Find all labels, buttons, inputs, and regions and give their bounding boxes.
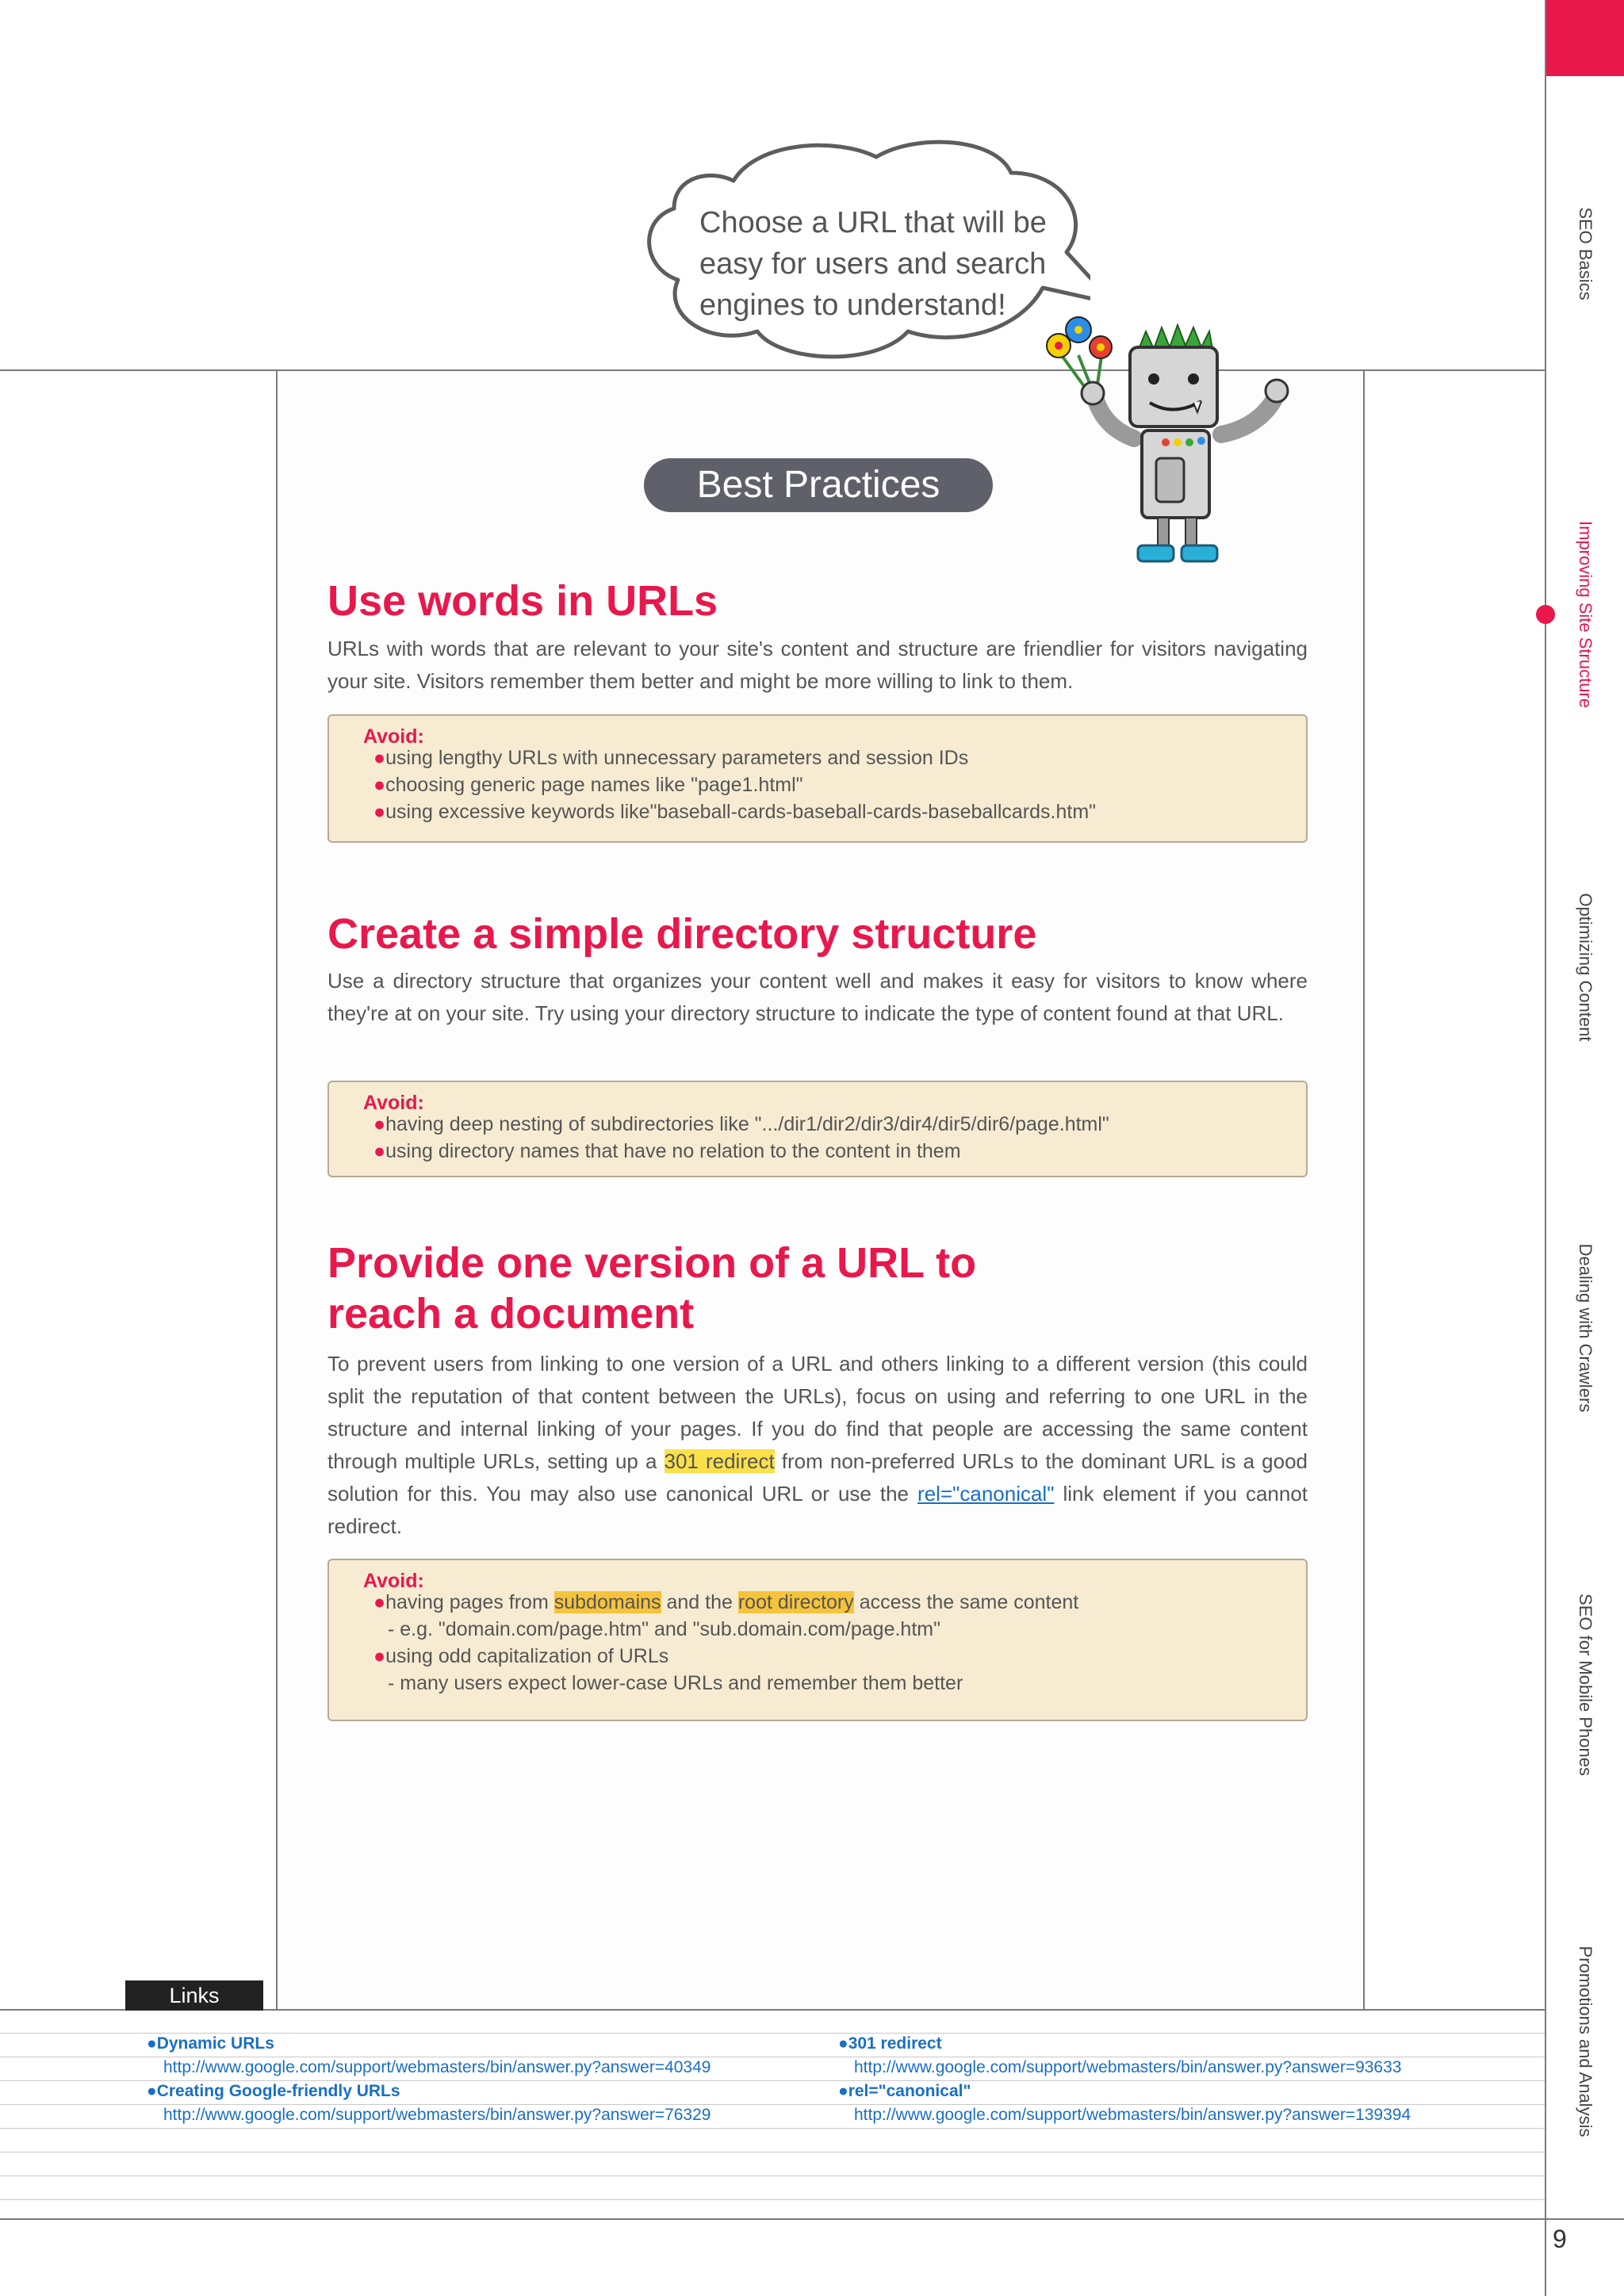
avoid-subitem: - many users expect lower-case URLs and remember them better: [388, 1672, 963, 1694]
rel-canonical-link[interactable]: rel="canonical": [917, 1482, 1055, 1506]
sidebar-item-promotions-and-analysis[interactable]: Promotions and Analysis: [1576, 1946, 1595, 2137]
highlight-301-redirect: 301 redirect: [664, 1449, 775, 1473]
ref-dynamic-urls[interactable]: ●Dynamic URLs: [147, 2034, 274, 2053]
section-body-use-words: URLs with words that are relevant to your site's content and structure are friendlier for visitors navigating your site. Visitors remember them better and might be more willing to link to them.: [327, 637, 1308, 693]
left-frame-line: [276, 369, 278, 2011]
robot-mascot-icon: [1039, 308, 1300, 577]
ref-url-rel-canonical[interactable]: http://www.google.com/support/webmasters/bin/answer.py?answer=139394: [854, 2106, 1411, 2124]
flower-bouquet-icon: [1047, 317, 1112, 395]
avoid-box-use-words: [327, 714, 1308, 843]
ref-creating-google-friendly-urls[interactable]: ●Creating Google-friendly URLs: [147, 2082, 400, 2100]
ref-url-creating-google-friendly-urls[interactable]: http://www.google.com/support/webmasters/bin/answer.py?answer=76329: [163, 2106, 711, 2124]
avoid-item: ●using lengthy URLs with unnecessary parameters and session IDs: [373, 747, 969, 769]
sidebar-item-seo-for-mobile-phones[interactable]: SEO for Mobile Phones: [1576, 1594, 1595, 1776]
section-body-directory-structure: Use a directory structure that organizes your content well and makes it easy for visitors to know where they're at on your site. Try using your directory structure to indicate the type of content found at that URL.: [327, 969, 1308, 1025]
best-practices-badge: Best Practices: [644, 458, 993, 512]
highlight-root-directory: root directory: [737, 1591, 854, 1613]
avoid-item: ●using excessive keywords like"baseball-cards-baseball-cards-baseballcards.htm": [373, 801, 1097, 823]
links-rule: [0, 2033, 1545, 2034]
avoid-box-one-version: [327, 1559, 1308, 1721]
avoid-item: ●using odd capitalization of URLs: [373, 1645, 669, 1667]
ref-url-301-redirect[interactable]: http://www.google.com/support/webmasters/bin/answer.py?answer=93633: [854, 2058, 1402, 2076]
avoid-subitem: - e.g. "domain.com/page.htm" and "sub.domain.com/page.htm": [388, 1618, 940, 1640]
links-rule: [0, 2128, 1545, 2129]
avoid-item: ●choosing generic page names like "page1.html": [373, 774, 803, 796]
bubble-text: Choose a URL that will be easy for users and search engines to understand!: [699, 206, 1047, 322]
avoid-item: ●using directory names that have no relation to the content in them: [373, 1140, 961, 1162]
active-section-dot: [1536, 605, 1555, 624]
sidebar-item-seo-basics[interactable]: SEO Basics: [1576, 207, 1595, 300]
links-rule: [0, 2175, 1545, 2176]
highlight-subdomains: subdomains: [553, 1591, 661, 1613]
chapter-color-tab: [1546, 0, 1624, 76]
ref-rel-canonical[interactable]: ●rel="canonical": [838, 2082, 971, 2100]
section-title-one-version: Provide one version of a URL to reach a document: [327, 1239, 977, 1337]
avoid-label: Avoid:: [363, 725, 424, 748]
sidebar-item-optimizing-content[interactable]: Optimizing Content: [1576, 893, 1595, 1042]
links-rule: [0, 2104, 1545, 2105]
links-rule: [0, 2080, 1545, 2081]
bottom-frame-line: [0, 2218, 1624, 2220]
links-tab: Links: [125, 1980, 263, 2011]
avoid-label: Avoid:: [363, 1570, 424, 1592]
ref-url-dynamic-urls[interactable]: http://www.google.com/support/webmasters/bin/answer.py?answer=40349: [163, 2058, 711, 2076]
sidebar-item-dealing-with-crawlers[interactable]: Dealing with Crawlers: [1576, 1243, 1595, 1413]
avoid-box-directory-structure: [327, 1081, 1308, 1177]
section-body-one-version: To prevent users from linking to one version of a URL and others linking to a different version (this could split the reputation of that content between the URLs), focus on using and referring to one URL in the structure and internal linking of your pages. If you do find that people are accessing the same content through multiple URLs, setting up a 301 redirect from non-preferred URLs to the dominant URL is a good solution for this. You may also use canonical URL or use the rel="canonical" link element if you cannot redirect.: [327, 1352, 1308, 1538]
right-frame-line: [1363, 369, 1365, 2011]
links-rule: [0, 2199, 1545, 2200]
avoid-item: ●having deep nesting of subdirectories like ".../dir1/dir2/dir3/dir4/dir5/dir6/page.html": [373, 1113, 1109, 1135]
avoid-label: Avoid:: [363, 1092, 424, 1114]
ref-301-redirect[interactable]: ●301 redirect: [838, 2034, 942, 2053]
section-title-directory-structure: Create a simple directory structure: [327, 910, 1037, 958]
sidebar-item-improving-site-structure[interactable]: Improving Site Structure: [1576, 521, 1595, 708]
page-number: 9: [1553, 2225, 1567, 2253]
section-title-use-words: Use words in URLs: [327, 577, 718, 625]
sidebar-divider: [1545, 0, 1546, 2296]
avoid-item: ●having pages from subdomains and the root directory access the same content: [373, 1591, 1079, 1613]
